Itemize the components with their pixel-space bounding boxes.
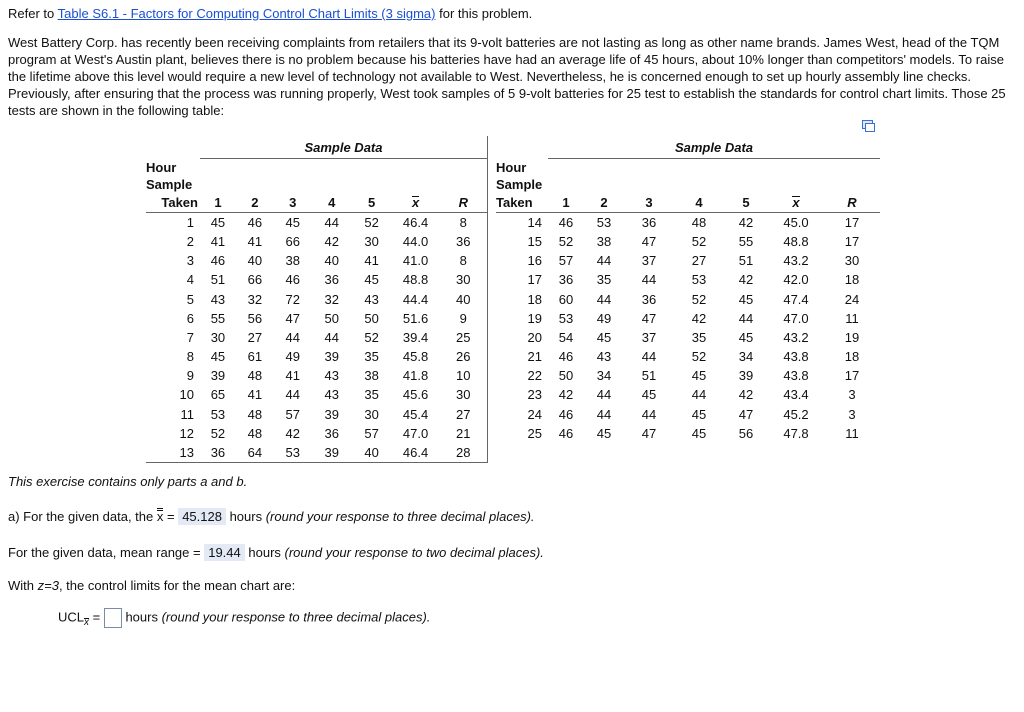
- table-cell: 45: [210, 214, 226, 230]
- table-cell: 50: [558, 368, 574, 384]
- table-cell: 43.8: [783, 368, 809, 384]
- table-cell: 10: [440, 366, 488, 385]
- table-cell: 36: [440, 232, 488, 251]
- table-cell: 50: [324, 310, 339, 326]
- table-cell: 8: [440, 212, 488, 232]
- table-cell: 48: [247, 368, 263, 384]
- table-row: [496, 385, 880, 404]
- table-cell: 30: [440, 270, 488, 289]
- table-cell: 52: [364, 329, 379, 345]
- col-1-header: 1: [200, 193, 236, 213]
- table-cell: 46: [558, 425, 574, 441]
- table-cell: 45.6: [402, 387, 429, 403]
- table-cell: 53: [210, 406, 226, 422]
- table-cell: 35: [364, 387, 379, 403]
- hour-cell: 20: [527, 329, 542, 345]
- table-cell: 44: [285, 329, 301, 345]
- table-cell: 43.2: [783, 253, 809, 269]
- table-cell: 46: [210, 253, 226, 269]
- table-cell: 41.8: [402, 368, 429, 384]
- table-row: [496, 366, 880, 385]
- table-cell: 41: [247, 233, 263, 249]
- table-cell: 30: [440, 385, 488, 404]
- mean-range-unit: hours: [244, 545, 285, 560]
- hour-cell: 14: [527, 214, 542, 230]
- part-a-hint: (round your response to three decimal places).: [265, 509, 535, 524]
- table-cell: 49: [285, 349, 301, 365]
- table-cell: 32: [247, 291, 263, 307]
- table-cell: 47: [641, 233, 657, 249]
- table-cell: 36: [200, 443, 236, 463]
- table-cell: 44: [641, 406, 657, 422]
- x-double-bar-answer[interactable]: 45.128: [178, 508, 226, 525]
- table-cell: 27: [247, 329, 263, 345]
- table-cell: 39: [324, 349, 339, 365]
- col-5-header: 5: [724, 193, 768, 213]
- table-cell: 47: [285, 310, 301, 326]
- table-cell: 28: [440, 443, 488, 463]
- table-cell: 44: [738, 310, 754, 326]
- table-cell: 44: [691, 387, 707, 403]
- reference-line: [8, 6, 532, 21]
- table-cell: 43.2: [783, 329, 809, 345]
- table-cell: 45.2: [783, 406, 809, 422]
- hour-cell: 15: [527, 233, 542, 249]
- table-cell: 52: [691, 233, 707, 249]
- part-a-unit: hours: [225, 509, 266, 524]
- table-row: [496, 212, 880, 232]
- hour-cell: 25: [527, 425, 542, 441]
- taken-header-right: Taken: [496, 193, 548, 213]
- table-cell: 45: [691, 406, 707, 422]
- table-cell: 39: [210, 368, 226, 384]
- table-cell: 52: [691, 291, 707, 307]
- exercise-note: This exercise contains only parts a and b.: [8, 474, 248, 489]
- hour-cell: 21: [527, 349, 542, 365]
- table-cell: 47.8: [783, 425, 809, 441]
- table-cell: 35: [364, 349, 379, 365]
- table-cell: 47: [641, 310, 657, 326]
- table-cell: 25: [440, 328, 488, 347]
- z-value: z=3: [37, 578, 59, 593]
- taken-header-left: Taken: [146, 193, 200, 213]
- table-cell: 37: [641, 329, 657, 345]
- ucl-eq: =: [89, 609, 104, 625]
- table-cell: 36: [641, 291, 657, 307]
- table-cell: 53: [274, 443, 312, 463]
- table-row: [146, 366, 488, 385]
- hour-cell: 6: [186, 310, 194, 326]
- table-cell: 45: [210, 349, 226, 365]
- table-row: [496, 270, 880, 289]
- ucl-sub-xbar: x: [84, 617, 90, 629]
- table-cell: 45: [364, 272, 379, 288]
- hour-cell: 1: [186, 214, 194, 230]
- table-cell: 44.4: [402, 291, 429, 307]
- ucl-label: UCL: [58, 609, 85, 625]
- table-cell: 44.0: [402, 233, 429, 249]
- table-cell: 36: [641, 214, 657, 230]
- part-a-question: [8, 509, 535, 524]
- table-row: [146, 405, 488, 424]
- table-cell: 37: [641, 253, 657, 269]
- table-cell: 46: [285, 272, 301, 288]
- table-cell: 46.4: [402, 214, 429, 230]
- table-cell: 43.4: [783, 387, 809, 403]
- table-s6-1-link[interactable]: Table S6.1 - Factors for Computing Control Chart Limits (3 sigma): [57, 6, 436, 21]
- col-1-header: 1: [548, 193, 584, 213]
- copy-data-icon[interactable]: [862, 120, 875, 132]
- table-cell: 45.0: [783, 214, 809, 230]
- table-cell: 18: [844, 272, 860, 288]
- table-cell: 45: [641, 387, 657, 403]
- table-row: [146, 309, 488, 328]
- ucl-input[interactable]: [104, 608, 122, 628]
- col-2-header: 2: [584, 193, 624, 213]
- table-cell: 51.6: [402, 310, 429, 326]
- table-cell: 53: [558, 310, 574, 326]
- table-cell: 17: [844, 368, 860, 384]
- table-cell: 45: [691, 368, 707, 384]
- table-cell: 11: [845, 310, 859, 326]
- table-cell: 42: [285, 425, 301, 441]
- table-cell: 36: [324, 272, 339, 288]
- mean-range-hint: (round your response to two decimal places).: [284, 545, 544, 560]
- table-cell: 60: [558, 291, 574, 307]
- table-cell: 52: [691, 349, 707, 365]
- table-cell: 43: [210, 291, 226, 307]
- table-cell: 45: [691, 425, 707, 441]
- table-cell: 48.8: [783, 233, 809, 249]
- table-cell: 42: [558, 387, 574, 403]
- table-cell: 40: [352, 443, 392, 463]
- table-cell: 39: [324, 406, 339, 422]
- hour-cell: 17: [527, 272, 542, 288]
- hour-cell: 22: [527, 368, 542, 384]
- hour-cell: 18: [527, 291, 542, 307]
- xbar-symbol: x: [411, 194, 420, 210]
- table-cell: 21: [440, 424, 488, 443]
- x-double-bar-symbol: x: [156, 509, 164, 524]
- table-row: [496, 309, 880, 328]
- table-cell: 44: [285, 387, 301, 403]
- hour-cell: 13: [146, 443, 200, 463]
- table-cell: 53: [596, 214, 612, 230]
- hour-header-left: [146, 159, 200, 193]
- table-cell: 39.4: [402, 329, 429, 345]
- table-cell: 56: [247, 310, 263, 326]
- table-row: [496, 424, 880, 443]
- col-5-header: 5: [352, 193, 392, 213]
- table-cell: 39: [738, 368, 754, 384]
- reference-prefix: Refer to: [8, 6, 58, 21]
- table-cell: 41: [285, 368, 301, 384]
- table-cell: 64: [236, 443, 274, 463]
- table-cell: 42: [738, 387, 754, 403]
- hour-cell: 12: [179, 425, 194, 441]
- control-limits-intro: [8, 578, 295, 593]
- col-xbar-header: [392, 193, 440, 213]
- mean-range-prefix: For the given data, mean range =: [8, 545, 205, 560]
- table-cell: 53: [691, 272, 707, 288]
- table-row: [146, 424, 488, 443]
- table-row: [496, 251, 880, 270]
- table-cell: 32: [324, 291, 339, 307]
- col-r-header: R: [440, 193, 488, 213]
- reference-suffix: for this problem.: [435, 6, 533, 21]
- table-cell: 42: [738, 214, 754, 230]
- table-cell: 41: [247, 387, 263, 403]
- table-cell: 44: [641, 349, 657, 365]
- col-r-header: R: [824, 193, 880, 213]
- table-row: [496, 328, 880, 347]
- hour-label: Hour: [496, 159, 527, 175]
- table-row: [496, 405, 880, 424]
- table-cell: 46: [558, 214, 574, 230]
- sample-data-title-left: Sample Data: [200, 136, 488, 159]
- table-cell: 47: [738, 406, 754, 422]
- hour-cell: 4: [186, 272, 194, 288]
- xbar-symbol: x: [792, 194, 800, 210]
- col-xbar-header: [768, 193, 824, 213]
- table-cell: 66: [285, 233, 301, 249]
- table-cell: 41: [210, 233, 226, 249]
- table-cell: 44: [324, 329, 339, 345]
- table-cell: 47: [641, 425, 657, 441]
- hour-cell: 19: [527, 310, 542, 326]
- hour-cell: 16: [527, 253, 542, 269]
- table-cell: 40: [440, 289, 488, 308]
- table-cell: 43: [596, 349, 612, 365]
- table-cell: 19: [844, 329, 860, 345]
- ucl-question: [58, 608, 430, 628]
- table-cell: 42: [324, 233, 339, 249]
- table-cell: 54: [558, 329, 574, 345]
- table-cell: 45: [285, 214, 301, 230]
- table-cell: 43.8: [783, 349, 809, 365]
- col-2-header: 2: [236, 193, 274, 213]
- table-cell: 41: [364, 253, 379, 269]
- table-cell: 57: [364, 425, 379, 441]
- hour-cell: 23: [527, 387, 542, 403]
- table-cell: 45.8: [402, 349, 429, 365]
- table-cell: 51: [738, 253, 754, 269]
- table-cell: 44: [641, 272, 657, 288]
- table-cell: 46: [558, 406, 574, 422]
- col-4-header: 4: [674, 193, 724, 213]
- sample-data-table-right: [496, 136, 880, 443]
- sample-data-title-right: Sample Data: [548, 136, 880, 159]
- table-row: [146, 443, 488, 463]
- table-cell: 42.0: [783, 272, 809, 288]
- part-a-prefix: a) For the given data, the: [8, 509, 157, 524]
- table-cell: 39: [312, 443, 352, 463]
- table-cell: 38: [285, 253, 301, 269]
- table-cell: 41.0: [402, 253, 429, 269]
- table-cell: 34: [596, 368, 612, 384]
- table-cell: 51: [210, 272, 226, 288]
- table-cell: 48: [691, 214, 707, 230]
- table-cell: 8: [440, 251, 488, 270]
- table-cell: 47.0: [783, 310, 809, 326]
- table-cell: 44: [596, 291, 612, 307]
- table-cell: 36: [558, 272, 574, 288]
- table-row: [146, 232, 488, 251]
- hour-cell: 11: [180, 406, 194, 422]
- table-cell: 52: [558, 233, 574, 249]
- table-cell: 44: [324, 214, 339, 230]
- table-row: [146, 251, 488, 270]
- table-cell: 27: [440, 405, 488, 424]
- problem-statement: West Battery Corp. has recently been receiving complaints from retailers that its 9-volt batteries are not lasting as long as other name brands. James West, head of the TQM program at West's Austin plant, believes there is no problem because his batteries have had an average life of 45 hours, about 10% longer than competitors' models. To raise the lifetime above this level would require a new level of technology not available to West. Nevertheless, he is concerned enough to set up hourly assembly line checks. Previously, after ensuring that the process was running properly, West took samples of 5 9-volt batteries for 25 test to establish the standards for control chart limits. Those 25 tests are shown in the following table:: [8, 35, 1006, 118]
- table-cell: 43: [364, 291, 379, 307]
- hour-cell: 3: [186, 253, 194, 269]
- table-cell: 45: [738, 291, 754, 307]
- table-row: [496, 289, 880, 308]
- table-cell: 9: [440, 309, 488, 328]
- table-cell: 11: [845, 425, 859, 441]
- sample-label: Sample: [496, 176, 543, 192]
- table-cell: 49: [596, 310, 612, 326]
- table-cell: 45: [596, 425, 612, 441]
- table-cell: 44: [596, 253, 612, 269]
- table-cell: 46: [247, 214, 263, 230]
- table-cell: 34: [738, 349, 754, 365]
- table-cell: 46: [558, 349, 574, 365]
- table-cell: 3: [848, 387, 856, 403]
- ucl-unit: hours: [121, 609, 162, 625]
- table-row: [146, 347, 488, 366]
- table-cell: 61: [247, 349, 263, 365]
- table-cell: 52: [210, 425, 226, 441]
- table-cell: 42: [691, 310, 707, 326]
- table-row: [496, 232, 880, 251]
- table-cell: 48.8: [402, 272, 429, 288]
- sample-label: Sample: [146, 176, 193, 192]
- table-cell: 72: [285, 291, 301, 307]
- table-row: [146, 270, 488, 289]
- table-row: [146, 212, 488, 232]
- table-row: [146, 289, 488, 308]
- table-cell: 35: [596, 272, 612, 288]
- sample-data-table-left: [146, 136, 488, 463]
- table-cell: 44: [596, 406, 612, 422]
- limits-prefix: With: [8, 578, 38, 593]
- hour-cell: 24: [527, 406, 542, 422]
- table-cell: 57: [285, 406, 301, 422]
- table-cell: 36: [324, 425, 339, 441]
- table-cell: 17: [844, 214, 860, 230]
- table-cell: 43: [324, 387, 339, 403]
- table-cell: 30: [210, 329, 226, 345]
- part-a-eq: =: [163, 509, 179, 524]
- table-row: [146, 385, 488, 404]
- hour-label: Hour: [146, 159, 177, 175]
- table-cell: 45: [738, 329, 754, 345]
- table-cell: 40: [324, 253, 339, 269]
- mean-range-answer[interactable]: 19.44: [204, 544, 245, 561]
- hour-cell: 7: [186, 329, 194, 345]
- table-row: [146, 328, 488, 347]
- table-cell: 65: [210, 387, 226, 403]
- col-3-header: 3: [624, 193, 674, 213]
- table-cell: 27: [691, 253, 707, 269]
- table-cell: 56: [738, 425, 754, 441]
- table-cell: 52: [364, 214, 379, 230]
- table-cell: 38: [596, 233, 612, 249]
- col-3-header: 3: [274, 193, 312, 213]
- table-cell: 3: [848, 406, 856, 422]
- mean-range-question: [8, 545, 544, 560]
- table-cell: 55: [738, 233, 754, 249]
- table-cell: 38: [364, 368, 379, 384]
- table-cell: 18: [844, 349, 860, 365]
- table-cell: 24: [844, 291, 860, 307]
- limits-suffix: , the control limits for the mean chart are:: [58, 578, 296, 593]
- table-cell: 66: [247, 272, 263, 288]
- hour-cell: 5: [186, 291, 194, 307]
- table-row: [496, 347, 880, 366]
- table-cell: 47.0: [402, 425, 429, 441]
- table-cell: 35: [691, 329, 707, 345]
- hour-cell: 2: [186, 233, 194, 249]
- table-cell: 48: [247, 406, 263, 422]
- table-cell: 30: [844, 253, 860, 269]
- table-cell: 47.4: [783, 291, 809, 307]
- table-cell: 43: [324, 368, 339, 384]
- table-cell: 17: [844, 233, 860, 249]
- table-cell: 40: [247, 253, 263, 269]
- table-cell: 45.4: [402, 406, 429, 422]
- table-cell: 46.4: [392, 443, 440, 463]
- table-cell: 57: [558, 253, 574, 269]
- hour-cell: 8: [186, 349, 194, 365]
- table-cell: 42: [738, 272, 754, 288]
- table-cell: 45: [596, 329, 612, 345]
- col-4-header: 4: [312, 193, 352, 213]
- table-cell: 26: [440, 347, 488, 366]
- table-cell: 30: [364, 233, 379, 249]
- hour-cell: 9: [186, 368, 194, 384]
- table-cell: 48: [247, 425, 263, 441]
- ucl-hint: (round your response to three decimal places).: [161, 609, 431, 625]
- table-cell: 30: [364, 406, 379, 422]
- table-cell: 51: [641, 368, 657, 384]
- table-cell: 44: [596, 387, 612, 403]
- hour-cell: 10: [179, 387, 194, 403]
- hour-header-right: [496, 159, 548, 193]
- table-cell: 50: [364, 310, 379, 326]
- table-cell: 55: [210, 310, 226, 326]
